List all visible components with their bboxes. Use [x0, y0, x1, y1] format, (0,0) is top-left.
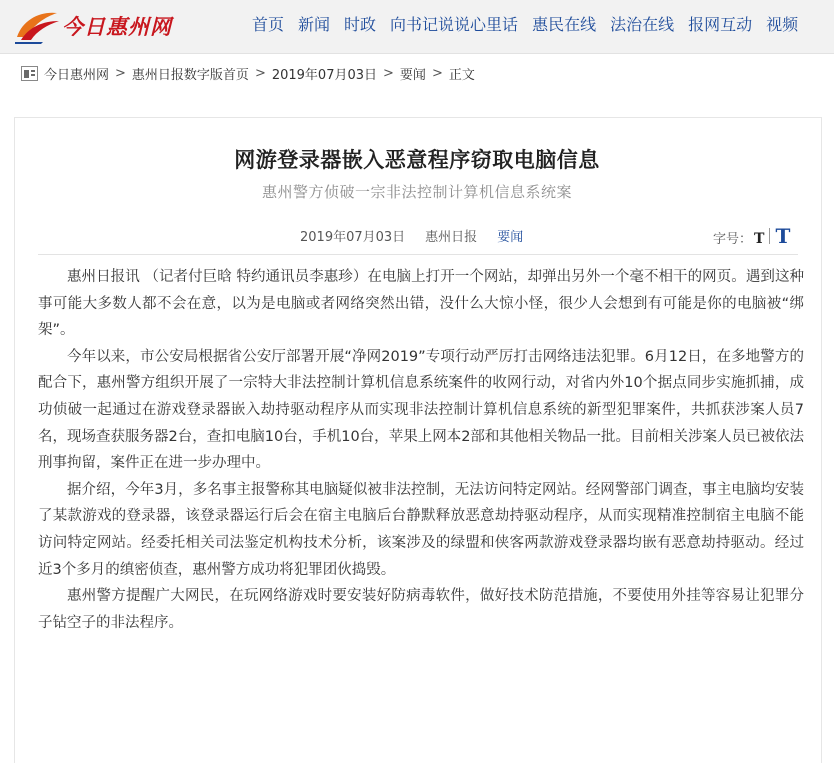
meta-divider — [38, 254, 798, 255]
font-size-divider — [769, 228, 770, 244]
nav-interaction[interactable]: 报网互动 — [688, 15, 753, 34]
main-nav — [252, 13, 812, 37]
article-title: 网游登录器嵌入恶意程序窃取电脑信息 — [234, 148, 600, 172]
logo-text: 今日惠州网 — [62, 15, 172, 39]
breadcrumb-separator: > — [115, 65, 126, 81]
site-header — [0, 0, 834, 54]
article-source: 惠州日报 — [425, 230, 478, 245]
article-paragraph: 据介绍，今年3月，多名事主报警称其电脑疑似被非法控制，无法访问特定网站。经网警部门调查，事主电脑均安装了某款游戏的登录器，该登录器运行后会在宿主电脑后台静默释放恶意劫持驱动程序，从而实现精准控制宿主电脑不能访问特定网站。经委托相关司法鉴定机构技术分析，该案涉及的绿盟和侠客两款游戏登录器均嵌有恶意劫持驱动。经过近3个多月的缜密侦查，惠州警方成功将犯罪团伙捣毁。 — [38, 481, 804, 578]
breadcrumb-separator: > — [431, 65, 443, 81]
article-body — [38, 264, 804, 636]
nav-video[interactable]: 视频 — [766, 15, 799, 34]
breadcrumb-site[interactable]: 今日惠州网 — [44, 67, 110, 83]
logo-emblem-icon — [13, 7, 61, 45]
article-paragraph: 惠州警方提醒广大网民，在玩网络游戏时要安装好防病毒软件，做好技术防范措施，不要使用外挂等容易让犯罪分子钻空子的非法程序。 — [38, 588, 804, 631]
nav-secretary[interactable]: 向书记说说心里话 — [390, 15, 519, 34]
breadcrumb — [21, 62, 475, 84]
breadcrumb-separator: > — [254, 65, 266, 81]
font-size-control — [713, 224, 790, 248]
breadcrumb-section[interactable]: 要闻 — [399, 67, 426, 83]
home-icon — [21, 66, 38, 81]
nav-home[interactable]: 首页 — [252, 15, 285, 34]
article-subtitle: 惠州警方侦破一宗非法控制计算机信息系统案 — [261, 183, 572, 201]
nav-news[interactable]: 新闻 — [298, 15, 331, 34]
article-meta — [300, 226, 523, 245]
font-small-button[interactable]: T — [754, 231, 765, 247]
breadcrumb-separator: > — [383, 65, 394, 81]
site-logo[interactable] — [13, 6, 173, 46]
breadcrumb-date[interactable]: 2019年07月03日 — [271, 67, 378, 83]
article-paragraph: 今年以来，市公安局根据省公安厅部署开展“净网2019”专项行动严厉打击网络违法犯罪。6月12日，在多地警方的配合下，惠州警方组织开展了一宗特大非法控制计算机信息系统案件的收网行动，对省内外10个据点同步实施抓捕，成功侦破一起通过在游戏登录器嵌入劫持驱动程序从而实现非法控制计算机信息系统的新型犯罪案件，共抓获涉案人员7名，现场查获服务器2台，查扣电脑10台，手机10台，苹果上网本2部和其他相关物品一批。目前相关涉案人员已被依法刑事拘留，案件正在进一步办理中。 — [38, 348, 804, 472]
font-size-label: 字号： — [713, 232, 753, 247]
article-date: 2019年07月03日 — [300, 230, 406, 245]
article-paragraph: 惠州日报讯 （记者付巨晗 特约通讯员李惠珍）在电脑上打开一个网站，却弹出另外一个毫不相干的网页。遇到这种事可能大多数人都不会在意，以为是电脑或者网络突然出错，没什么大惊小怪，很少人会想到有可能是你的电脑被“绑架”。 — [38, 269, 804, 339]
breadcrumb-current: 正文 — [448, 67, 475, 83]
nav-law[interactable]: 法治在线 — [610, 15, 675, 34]
nav-public-service[interactable]: 惠民在线 — [532, 15, 597, 34]
font-large-button[interactable]: T — [775, 224, 791, 248]
breadcrumb-epaper[interactable]: 惠州日报数字版首页 — [131, 67, 249, 83]
article-section-link[interactable]: 要闻 — [497, 230, 524, 245]
nav-politics[interactable]: 时政 — [344, 15, 377, 34]
